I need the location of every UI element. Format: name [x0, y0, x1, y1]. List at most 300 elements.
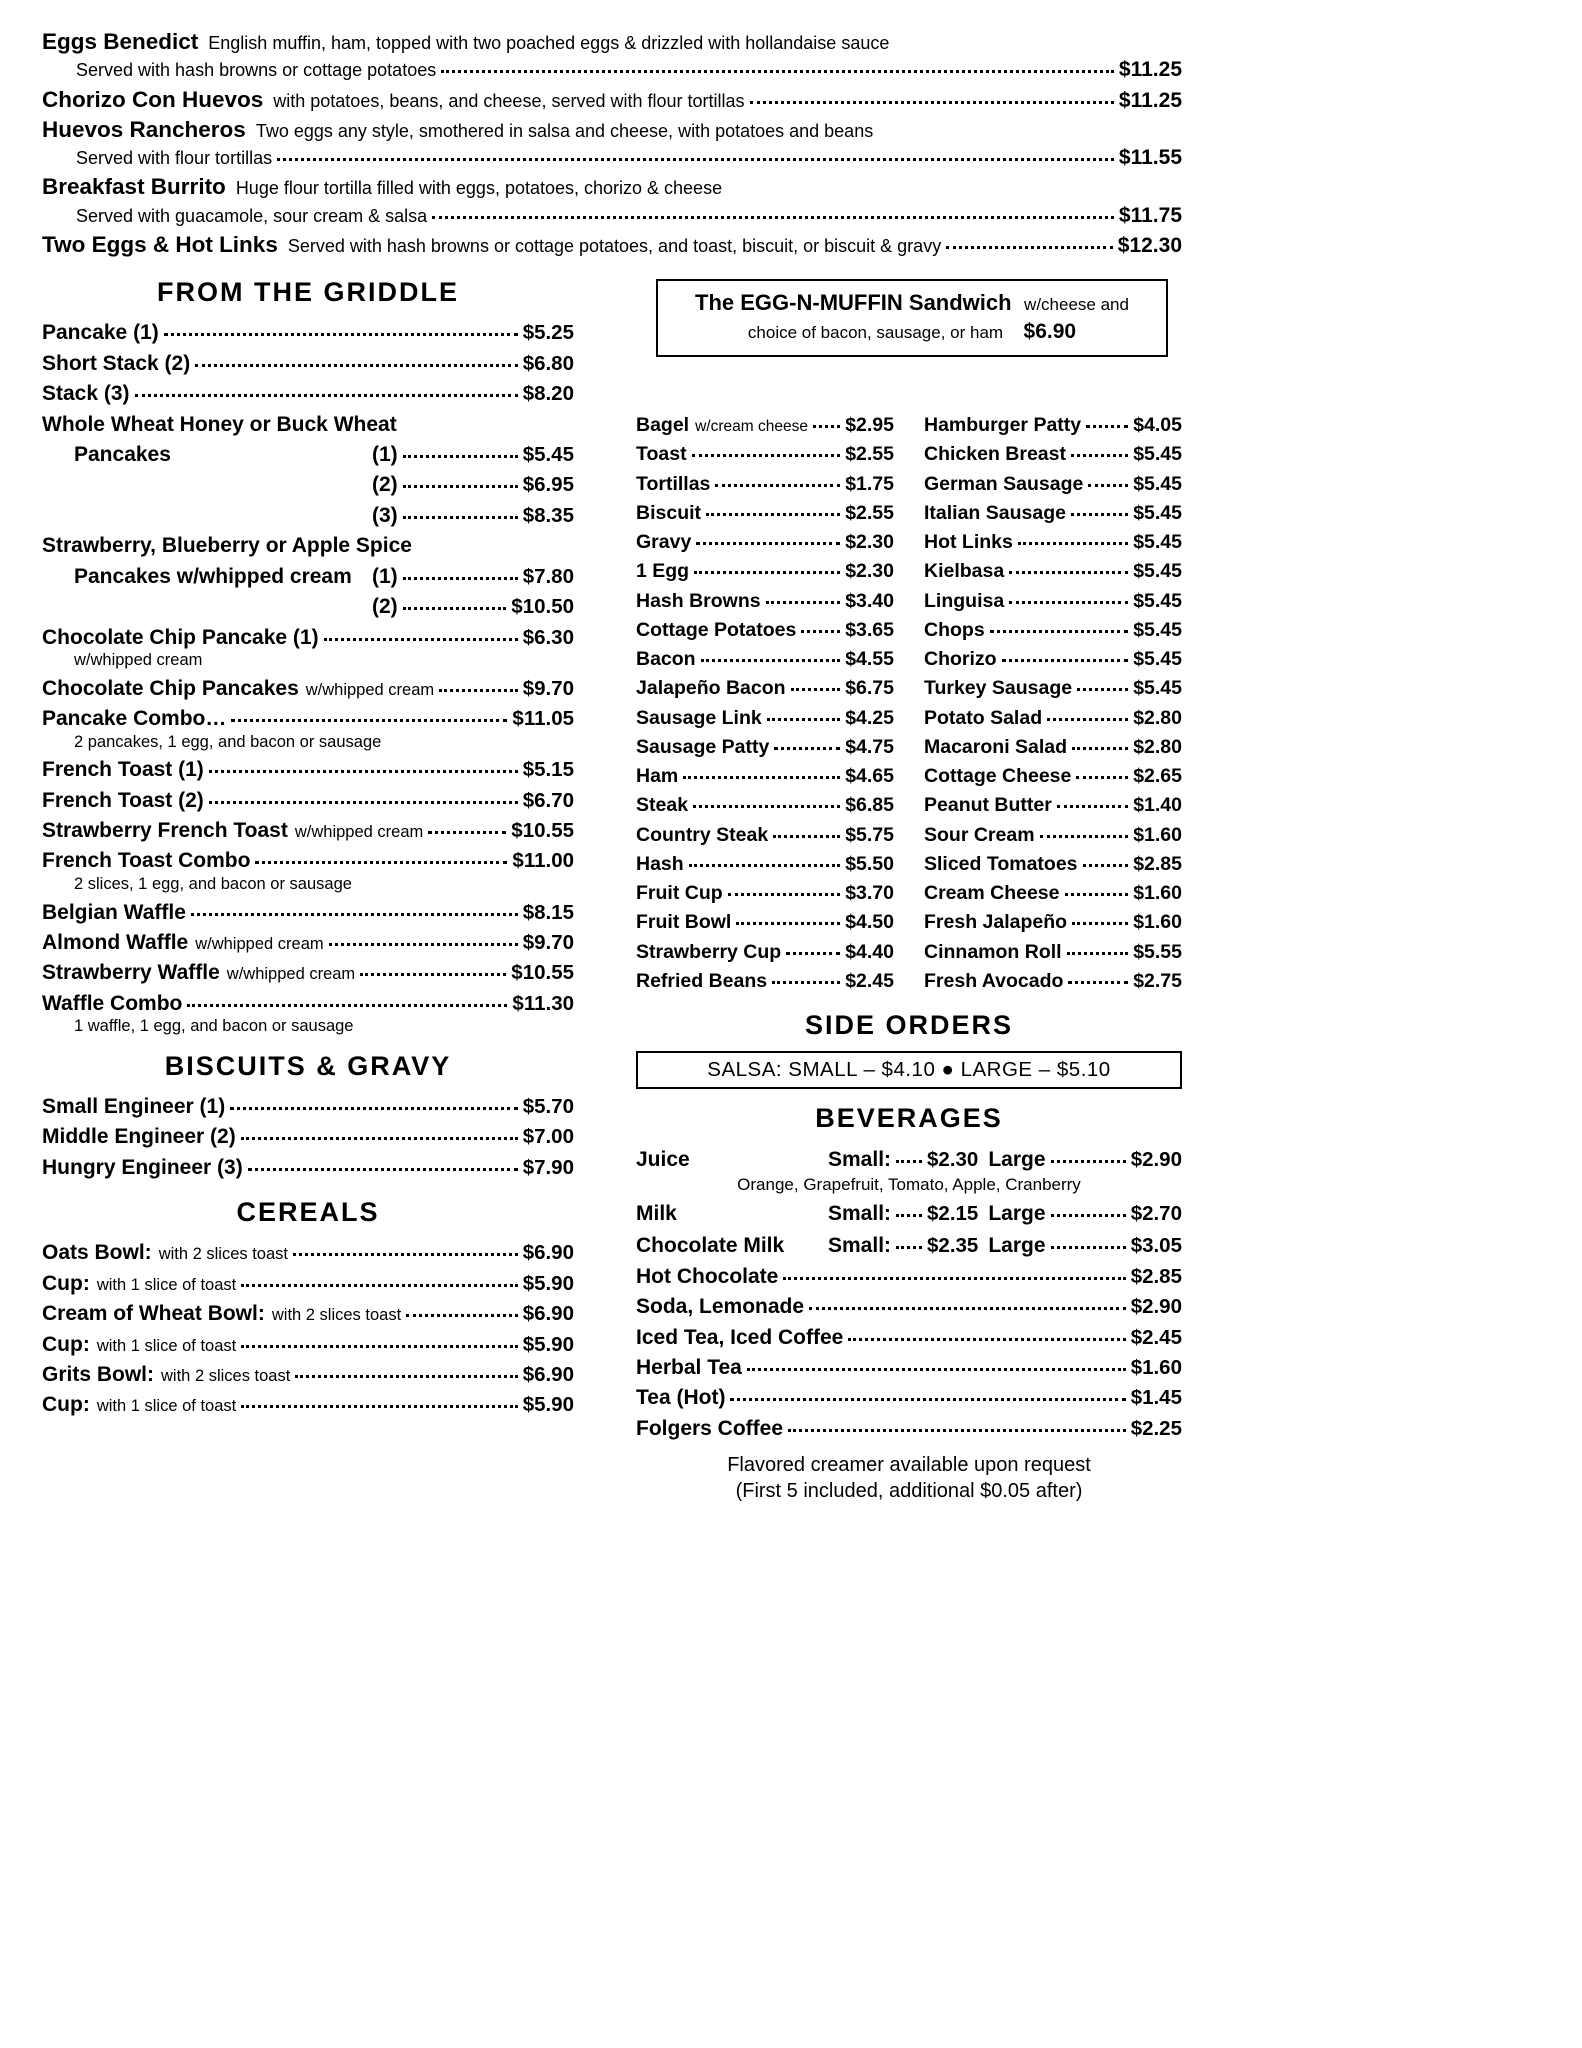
item-price: $2.45 [1130, 1325, 1182, 1349]
item-name: Country Steak [636, 823, 769, 846]
item-name: Toast [636, 443, 687, 466]
item-name: Linguisa [924, 589, 1005, 612]
size-label-small: Small: [828, 1202, 892, 1226]
item-name: Soda, Lemonade [636, 1295, 805, 1319]
item-name: Hungry Engineer (3) [42, 1155, 243, 1179]
side-item [636, 470, 894, 499]
menu-row-line [42, 623, 574, 653]
menu-row-line [42, 1390, 574, 1420]
dotted-leader [747, 1368, 1126, 1371]
side-item [924, 499, 1182, 528]
item-price: $5.90 [522, 1393, 574, 1417]
dotted-leader [241, 1345, 517, 1348]
menu-row-line [636, 1198, 1182, 1230]
menu-row [42, 786, 574, 816]
side-item [924, 470, 1182, 499]
menu-row-line [42, 898, 574, 928]
menu-row-line [42, 56, 1182, 83]
item-name: Hash Browns [636, 589, 761, 612]
side-item [924, 587, 1182, 616]
menu-row-line [42, 349, 574, 379]
item-note: w/cream cheese [695, 418, 808, 436]
menu-row-line [636, 1323, 1182, 1353]
dotted-leader [231, 719, 507, 722]
item-price: $6.90 [522, 1302, 574, 1326]
item-price: $10.55 [511, 819, 574, 843]
creamer-note [636, 1452, 1182, 1504]
item-note: w/whipped cream [294, 823, 424, 842]
menu-row-line [42, 202, 1182, 229]
dotted-leader [241, 1284, 517, 1287]
side-item [636, 499, 894, 528]
item-price: $5.45 [1133, 472, 1182, 495]
dotted-leader [195, 364, 517, 367]
item-name: Hot Chocolate [636, 1264, 779, 1288]
menu-row-line [42, 958, 574, 988]
item-name: Gravy [636, 531, 692, 554]
item-name: Herbal Tea [636, 1355, 742, 1379]
item-name: Two Eggs & Hot Links [42, 231, 278, 257]
item-serving-note: Served with hash browns or cottage potatoes [76, 60, 437, 81]
item-price-large: $2.70 [1130, 1202, 1182, 1226]
item-note: with 1 slice of toast [96, 1275, 237, 1294]
side-item [636, 587, 894, 616]
dotted-leader [1072, 747, 1128, 750]
item-price: $2.85 [1130, 1264, 1182, 1288]
dotted-leader [715, 484, 840, 487]
item-price: $6.30 [522, 625, 574, 649]
menu-row-line [42, 27, 1182, 56]
menu-row [42, 816, 574, 846]
item-price: $4.55 [845, 648, 894, 671]
dotted-leader [896, 1214, 922, 1217]
menu-item-breakfast-burrito [42, 172, 1182, 229]
dotted-leader [403, 607, 507, 610]
dotted-leader [801, 630, 840, 633]
item-price: $2.90 [1130, 1295, 1182, 1319]
menu-row-line [42, 144, 1182, 171]
dotted-leader [786, 952, 840, 955]
item-name: Cup: [42, 1393, 90, 1417]
menu-row-line [42, 1269, 574, 1299]
dotted-leader [774, 747, 840, 750]
dotted-leader [241, 1405, 517, 1408]
dotted-leader [706, 513, 840, 516]
item-price: $11.55 [1118, 146, 1182, 170]
item-name: Strawberry French Toast [42, 819, 288, 843]
item-description: Huge flour tortilla filled with eggs, potatoes, chorizo & cheese [235, 178, 723, 199]
item-price: $8.35 [522, 503, 574, 527]
side-item [636, 762, 894, 791]
item-name: Sliced Tomatoes [924, 852, 1078, 875]
item-price-large: $2.90 [1130, 1148, 1182, 1172]
item-name: Cottage Cheese [924, 765, 1072, 788]
dotted-leader [209, 770, 518, 773]
dotted-leader [791, 688, 841, 691]
menu-row-line [42, 1092, 574, 1122]
dotted-leader [946, 246, 1113, 249]
menu-row-line [42, 379, 574, 409]
item-price: $5.45 [522, 442, 574, 466]
item-price: $2.80 [1133, 706, 1182, 729]
side-item [924, 645, 1182, 674]
menu-row-tier [42, 440, 574, 470]
side-item [636, 557, 894, 586]
menu-item-chorizo-con-huevos [42, 85, 1182, 114]
item-price: $2.25 [1130, 1416, 1182, 1440]
menu-row-line [42, 786, 574, 816]
side-item [924, 674, 1182, 703]
item-price: $1.45 [1130, 1386, 1182, 1410]
item-name: French Toast Combo [42, 849, 251, 873]
item-price: $2.65 [1133, 765, 1182, 788]
dotted-leader [1071, 513, 1128, 516]
dotted-leader [1076, 776, 1128, 779]
item-price: $9.70 [522, 930, 574, 954]
item-price: $2.95 [845, 414, 894, 437]
item-description: Orange, Grapefruit, Tomato, Apple, Cranberry [737, 1174, 1081, 1194]
section-title-biscuits-gravy: BISCUITS & GRAVY [164, 1050, 452, 1081]
dotted-leader [809, 1307, 1126, 1310]
size-label-large: Large [988, 1202, 1046, 1226]
banner-line [668, 289, 1156, 318]
dotted-leader [813, 425, 840, 428]
beverage-row [636, 1144, 1182, 1195]
menu-row-line [42, 989, 574, 1019]
item-price-small: $2.35 [927, 1233, 979, 1257]
biscuits-list [42, 1092, 574, 1183]
side-item [636, 528, 894, 557]
item-price: $2.45 [845, 969, 894, 992]
item-price: $6.95 [522, 473, 574, 497]
item-name: Cottage Potatoes [636, 618, 797, 641]
item-description: Served with hash browns or cottage potatoes, and toast, biscuit, or biscuit & gravy [287, 235, 942, 256]
item-name: Eggs Benedict [42, 29, 199, 54]
item-name: Tortillas [636, 472, 711, 495]
side-item [924, 908, 1182, 937]
item-name: Kielbasa [924, 560, 1005, 583]
dotted-leader [692, 454, 841, 457]
menu-row-line [42, 846, 574, 876]
menu-row [42, 318, 574, 348]
item-name: Fresh Avocado [924, 969, 1064, 992]
dotted-leader [1051, 1246, 1126, 1249]
item-name: Italian Sausage [924, 501, 1066, 524]
menu-row-line [42, 85, 1182, 114]
creamer-note-line-2: (First 5 included, additional $0.05 after) [735, 1480, 1083, 1503]
menu-row-line [42, 1330, 574, 1360]
dotted-leader [432, 216, 1114, 219]
item-note: with 2 slices toast [161, 1366, 291, 1385]
item-name: German Sausage [924, 472, 1084, 495]
dotted-leader [766, 601, 841, 604]
tier-label: (3) [372, 503, 398, 527]
item-name: Macaroni Salad [924, 735, 1068, 758]
item-name: Huevos Rancheros [42, 116, 246, 142]
item-price-small: $2.15 [927, 1202, 979, 1226]
menu-row-berry-header [42, 531, 574, 561]
tier-label: (2) [372, 595, 398, 619]
menu-row-line [42, 1299, 574, 1329]
item-note: with 2 slices toast [271, 1306, 402, 1325]
dotted-leader [1047, 718, 1128, 721]
item-name: The EGG-N-MUFFIN Sandwich [695, 290, 1012, 316]
beverages-sized-list [636, 1144, 1182, 1262]
menu-row-line [42, 172, 1182, 201]
item-name: Cream Cheese [924, 882, 1060, 905]
item-price: $4.05 [1133, 414, 1182, 437]
item-price: $6.75 [845, 677, 894, 700]
item-name: Iced Tea, Iced Coffee [636, 1325, 844, 1349]
side-item [636, 967, 894, 996]
item-price-large: $3.05 [1130, 1233, 1182, 1257]
beverage-row [636, 1230, 1182, 1262]
item-price: $1.60 [1133, 911, 1182, 934]
dotted-leader [187, 1004, 507, 1007]
item-serving-note: Served with guacamole, sour cream & salsa [76, 205, 428, 226]
dotted-leader [1083, 864, 1129, 867]
side-item [636, 411, 894, 440]
menu-row [42, 704, 574, 752]
side-item [924, 850, 1182, 879]
item-name: Chocolate Milk [636, 1233, 785, 1257]
item-price: $9.70 [522, 676, 574, 700]
menu-row [42, 349, 574, 379]
side-item [924, 821, 1182, 850]
dotted-leader [848, 1338, 1125, 1341]
section-title-side-orders: SIDE ORDERS [804, 1010, 1014, 1041]
item-description: 2 slices, 1 egg, and bacon or sausage [74, 874, 352, 893]
item-price: $5.45 [1133, 501, 1182, 524]
item-name: Cream of Wheat Bowl: [42, 1302, 265, 1326]
item-name: Chorizo [924, 648, 997, 671]
section-title-griddle: FROM THE GRIDDLE [157, 277, 459, 308]
side-item [924, 704, 1182, 733]
size-label-small: Small: [828, 1148, 892, 1172]
item-price: $5.45 [1133, 648, 1182, 671]
dotted-leader [728, 893, 841, 896]
side-item [924, 791, 1182, 820]
menu-row [42, 755, 574, 785]
item-name: Chocolate Chip Pancake (1) [42, 625, 319, 649]
dotted-leader [403, 516, 518, 519]
dotted-leader [324, 638, 518, 641]
item-price: $5.45 [1133, 618, 1182, 641]
item-name: Pancakes w/whipped cream [74, 564, 352, 588]
item-price: $3.65 [845, 618, 894, 641]
breakfast-entrees-section [42, 27, 1182, 259]
menu-row-line [42, 928, 574, 958]
item-name: Milk [636, 1202, 677, 1226]
item-description: choice of bacon, sausage, or ham [747, 322, 1004, 342]
dotted-leader [750, 101, 1114, 104]
item-price: $6.90 [522, 1362, 574, 1386]
side-item [924, 616, 1182, 645]
right-column [636, 275, 1182, 1504]
menu-row-tier [42, 592, 574, 622]
item-price: $11.00 [512, 849, 574, 873]
menu-page [42, 26, 1182, 1504]
item-name: Chicken Breast [924, 443, 1066, 466]
item-name: French Toast (2) [42, 788, 204, 812]
banner-line [668, 318, 1156, 345]
menu-row-line [42, 1122, 574, 1152]
tier-label: (1) [372, 564, 398, 588]
size-label-large: Large [988, 1148, 1046, 1172]
dotted-leader [1077, 688, 1128, 691]
item-note: w/whipped cream [226, 965, 356, 984]
menu-columns [42, 275, 1182, 1504]
item-price: $4.40 [845, 940, 894, 963]
side-item [636, 733, 894, 762]
item-price: $1.60 [1133, 882, 1182, 905]
item-price: $2.85 [1133, 852, 1182, 875]
dotted-leader [191, 913, 518, 916]
dotted-leader [329, 943, 518, 946]
item-price: $4.75 [845, 735, 894, 758]
dotted-leader [403, 455, 518, 458]
dotted-leader [896, 1246, 922, 1249]
item-price: $7.80 [522, 564, 574, 588]
side-orders-column-1 [636, 411, 894, 996]
dotted-leader [277, 158, 1114, 161]
dotted-leader [1051, 1214, 1126, 1217]
dotted-leader [1071, 454, 1128, 457]
item-description: 1 waffle, 1 egg, and bacon or sausage [74, 1017, 354, 1036]
salsa-banner: SALSA: SMALL – $4.10 ● LARGE – $5.10 [636, 1051, 1182, 1089]
menu-row [42, 989, 574, 1037]
dotted-leader [730, 1398, 1125, 1401]
item-name: Middle Engineer (2) [42, 1125, 236, 1149]
dotted-leader [767, 718, 840, 721]
item-price: $3.40 [845, 589, 894, 612]
item-price: $11.05 [512, 707, 574, 731]
beverage-row [636, 1198, 1182, 1230]
dotted-leader [1065, 893, 1129, 896]
item-price: $2.30 [845, 531, 894, 554]
item-price: $7.00 [522, 1125, 574, 1149]
item-price: $2.55 [845, 443, 894, 466]
dotted-leader [1018, 542, 1128, 545]
menu-row-tier [42, 562, 574, 592]
menu-row [42, 898, 574, 928]
griddle-list-top [42, 318, 574, 409]
item-name: Waffle Combo [42, 991, 183, 1015]
item-price: $4.65 [845, 765, 894, 788]
item-price: $11.25 [1118, 58, 1182, 82]
item-name: Turkey Sausage [924, 677, 1073, 700]
item-price: $3.70 [845, 882, 894, 905]
item-description: English muffin, ham, topped with two poached eggs & drizzled with hollandaise sauce [208, 33, 890, 53]
side-item [924, 938, 1182, 967]
item-price: $10.55 [511, 961, 574, 985]
tier-label: (2) [372, 473, 398, 497]
item-price: $4.50 [845, 911, 894, 934]
side-item [924, 967, 1182, 996]
side-item [636, 908, 894, 937]
menu-row-line [636, 1144, 1182, 1176]
item-price: $11.25 [1118, 88, 1182, 112]
dotted-leader [1002, 659, 1129, 662]
item-note: w/whipped cream [305, 680, 435, 699]
item-name: Hash [636, 852, 684, 875]
dotted-leader [403, 577, 518, 580]
side-item [924, 879, 1182, 908]
item-note: with 1 slice of toast [96, 1397, 237, 1416]
item-name: Sausage Patty [636, 735, 770, 758]
dotted-leader [693, 805, 840, 808]
side-item [636, 879, 894, 908]
dotted-leader [360, 973, 506, 976]
item-name: Whole Wheat Honey or Buck Wheat [42, 412, 397, 436]
item-name: Refried Beans [636, 969, 768, 992]
item-name: Cinnamon Roll [924, 940, 1062, 963]
menu-row-tier [42, 501, 574, 531]
menu-row-line [636, 1383, 1182, 1413]
item-name: Sour Cream [924, 823, 1035, 846]
item-price: $1.60 [1133, 823, 1182, 846]
dotted-leader [241, 1137, 518, 1140]
item-price: $6.70 [522, 788, 574, 812]
dotted-leader [1088, 484, 1128, 487]
item-name: Sausage Link [636, 706, 762, 729]
item-price: $2.55 [845, 501, 894, 524]
item-name: Chorizo Con Huevos [42, 86, 264, 112]
side-item [636, 704, 894, 733]
menu-row-line [42, 1360, 574, 1390]
side-item [636, 791, 894, 820]
menu-item-eggs-benedict [42, 27, 1182, 84]
menu-row [42, 928, 574, 958]
item-name: Potato Salad [924, 706, 1043, 729]
item-name: Breakfast Burrito [42, 174, 226, 200]
item-serving-note: Served with flour tortillas [76, 148, 273, 169]
item-price: $12.30 [1117, 233, 1182, 257]
item-price: $5.45 [1133, 589, 1182, 612]
item-name: Pancake (1) [42, 321, 159, 345]
side-item [924, 762, 1182, 791]
side-orders-list [636, 411, 1182, 996]
item-price: $5.55 [1133, 940, 1182, 963]
dotted-leader [403, 485, 518, 488]
side-item [636, 821, 894, 850]
item-price: $1.75 [845, 472, 894, 495]
item-price: $5.15 [522, 758, 574, 782]
menu-row-line [42, 1153, 574, 1183]
item-name: Fruit Cup [636, 882, 723, 905]
item-note: w/whipped cream [195, 934, 324, 953]
menu-row-line [42, 674, 574, 704]
dotted-leader [1040, 835, 1129, 838]
menu-row [42, 379, 574, 409]
side-item [924, 733, 1182, 762]
item-note: w/cheese and [1024, 295, 1129, 315]
section-title-cereals: CEREALS [236, 1197, 380, 1228]
item-price: $11.30 [512, 991, 574, 1015]
dotted-leader [783, 1277, 1125, 1280]
menu-row-line [636, 1230, 1182, 1262]
dotted-leader [1009, 601, 1128, 604]
item-description: Two eggs any style, smothered in salsa and cheese, with potatoes and beans [255, 120, 874, 141]
egg-n-muffin-banner [656, 279, 1168, 357]
item-name: Folgers Coffee [636, 1416, 784, 1440]
item-name: Short Stack (2) [42, 351, 191, 375]
dotted-leader [428, 831, 506, 834]
item-price: $5.75 [845, 823, 894, 846]
beverages-list [636, 1262, 1182, 1445]
item-name: Small Engineer (1) [42, 1094, 226, 1118]
item-price: $2.75 [1133, 969, 1182, 992]
